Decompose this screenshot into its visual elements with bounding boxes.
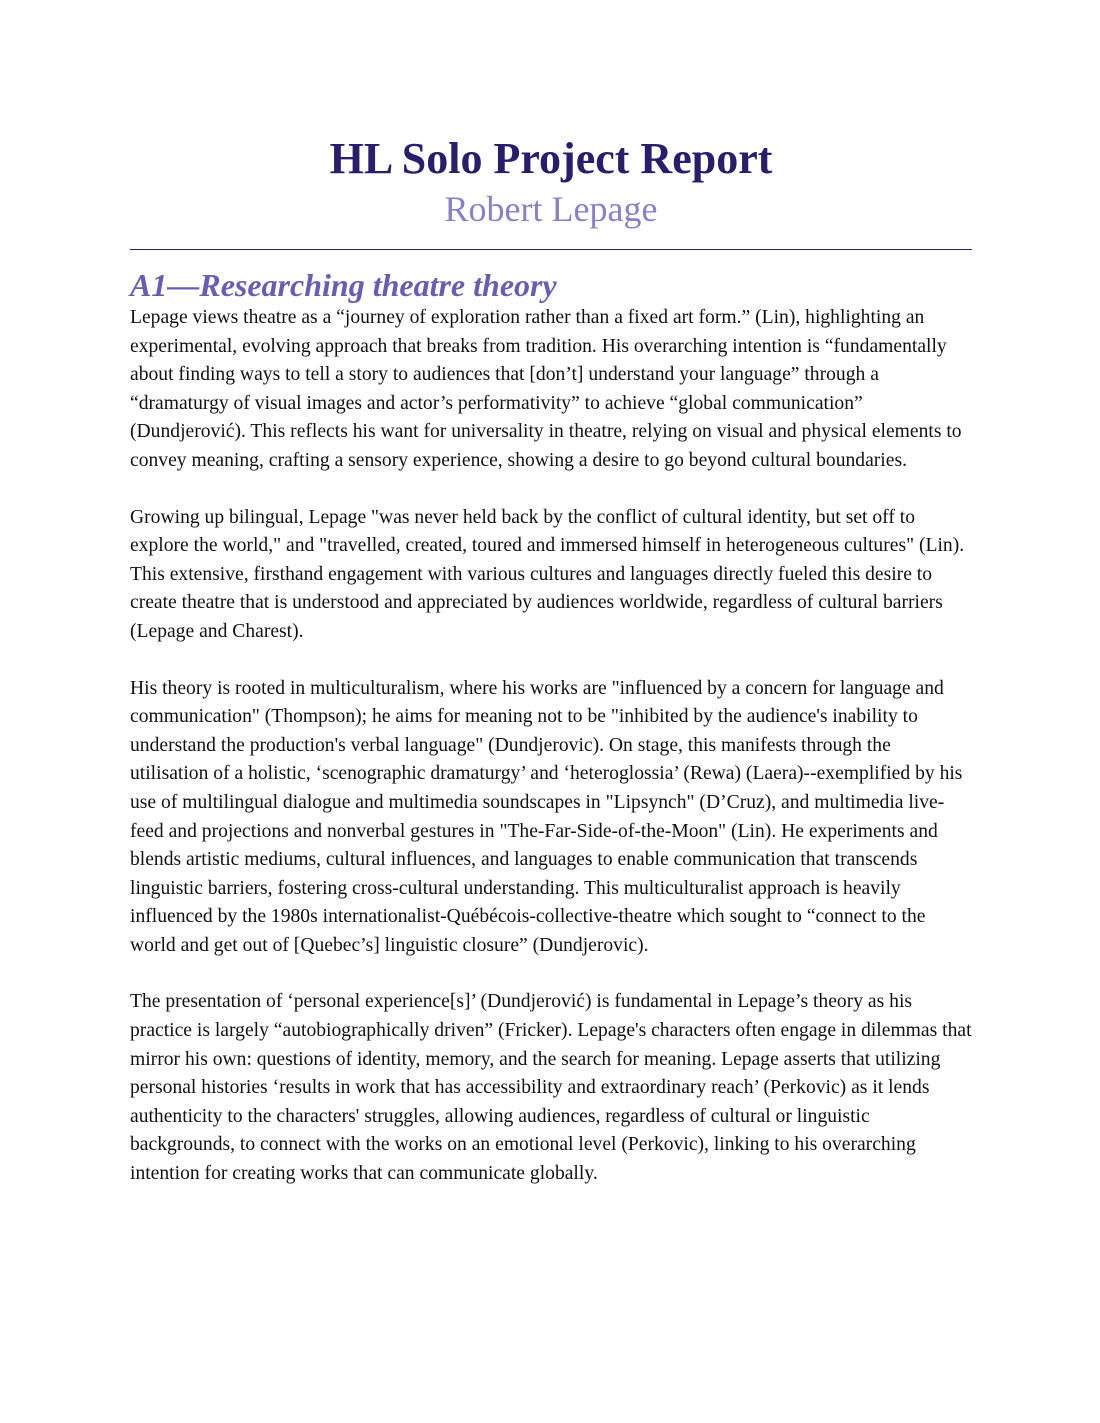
title-divider (130, 249, 972, 250)
paragraph-3: His theory is rooted in multiculturalism, where his works are "influenced by a concern for language and communication" (Thompson); he aims for meaning not to be "inhibited by the audience's inability to understand the production's verbal language" (Dundjerovic). On stage, this manifests through the utilisation of a holistic, ‘scenographic dramaturgy’ and ‘heteroglossia’ (Rewa) (Laera)--exemplified by his use of multilingual dialogue and multimedia soundscapes in "Lipsynch" (D’Cruz), and multimedia live-feed and projections and nonverbal gestures in "The-Far-Side-of-the-Moon" (Lin). He experiments and blends artistic mediums, cultural influences, and languages to enable communication that transcends linguistic barriers, fostering cross-cultural understanding. This multiculturalist approach is heavily influenced by the 1980s internationalist-Québécois-collective-theatre which sought to “connect to the world and get out of [Quebec’s] linguistic closure” (Dundjerovic). (130, 677, 963, 956)
document-page (130, 0, 972, 1217)
paragraph-1: Lepage views theatre as a “journey of exploration rather than a fixed art form.” (Lin), highlighting an experimental, evolving approach that breaks from tradition. His overarching intention is “fundamentally about finding ways to tell a story to audiences that [don’t] understand your language” through a “dramaturgy of visual images and actor’s performativity” to achieve “global communication” (Dundjerović). This reflects his want for universality in theatre, relying on visual and physical elements to convey meaning, crafting a sensory experience, showing a desire to go beyond cultural boundaries. (130, 307, 962, 471)
document-title: HL Solo Project Report (329, 134, 773, 183)
paragraph-2: Growing up bilingual, Lepage "was never held back by the conflict of cultural identity, but set off to explore the world," and "travelled, created, toured and immersed himself in heterogeneous cultures" (Lin). This extensive, firsthand engagement with various cultures and languages directly fueled this desire to create theatre that is understood and appreciated by audiences worldwide, regardless of cultural barriers (Lepage and Charest). (130, 506, 965, 642)
document-subtitle: Robert Lepage (444, 189, 658, 229)
paragraph-4: The presentation of ‘personal experience[s]’ (Dundjerović) is fundamental in Lepage’s theory as his practice is largely “autobiographically driven” (Fricker). Lepage's characters often engage in dilemmas that mirror his own: questions of identity, memory, and the search for meaning. Lepage asserts that utilizing personal histories ‘results in work that has accessibility and extraordinary reach’ (Perkovic) as it lends authenticity to the characters' struggles, allowing audiences, regardless of cultural or linguistic backgrounds, to connect with the works on an emotional level (Perkovic), linking to his overarching intention for creating works that can communicate globally. (130, 991, 972, 1185)
section-heading: A1—Researching theatre theory (130, 267, 557, 303)
section-body (130, 304, 972, 1189)
